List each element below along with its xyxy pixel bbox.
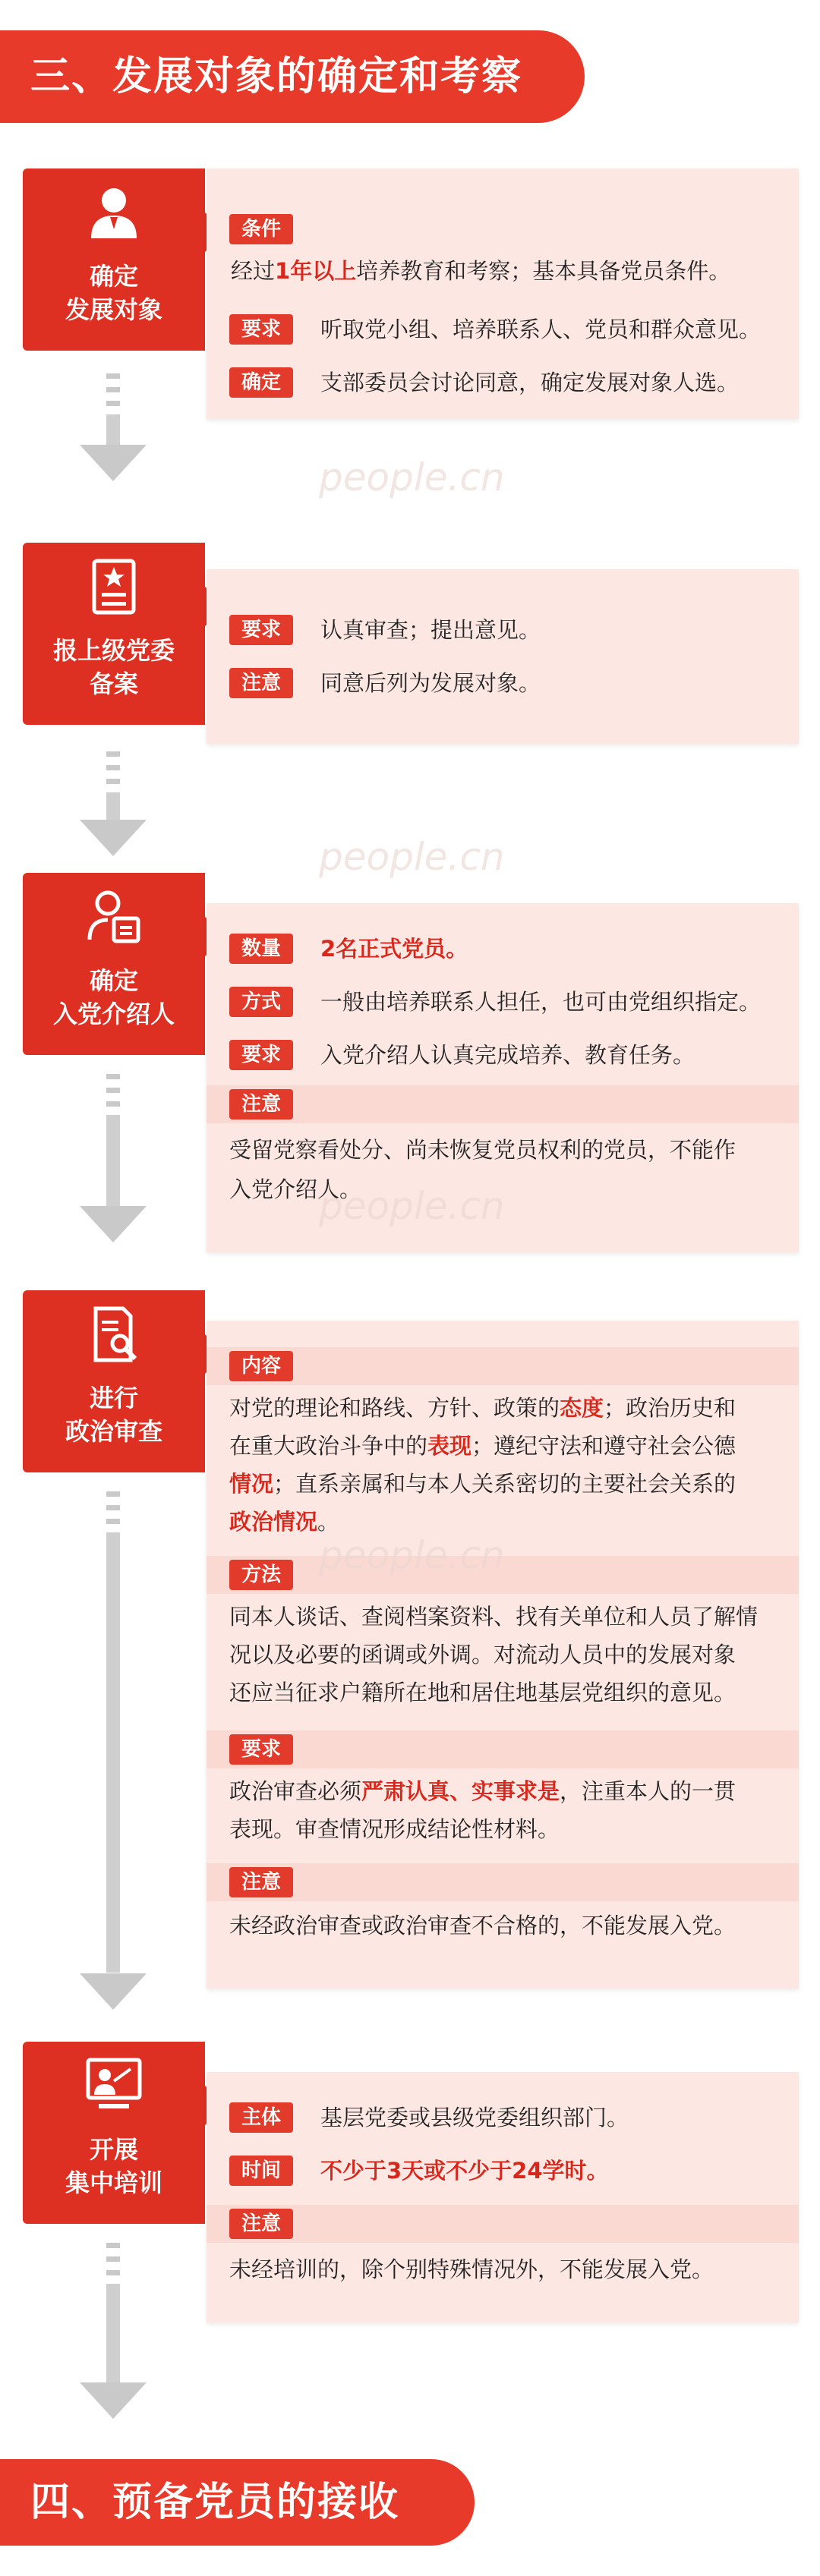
- tag-requirement: 要求: [229, 314, 293, 345]
- requirement-text: 听取党小组、培养联系人、党员和群众意见。: [320, 316, 762, 342]
- requirement-line2: 表现。审查情况形成结论性材料。: [229, 1816, 560, 1842]
- watermark: people.cn: [319, 1184, 505, 1228]
- note-text: 未经培训的，除个别特殊情况外，不能发展入党。: [229, 2256, 714, 2282]
- step-label-line2: 集中培训: [65, 2168, 162, 2197]
- step-report-upper: [23, 543, 205, 725]
- section-header-3: 三、发展对象的确定和考察: [0, 30, 585, 123]
- requirement-text: 入党介绍人认真完成培养、教育任务。: [320, 1042, 695, 1068]
- confirm-text: 支部委员会讨论同意，确定发展对象人选。: [320, 370, 740, 395]
- step-label-line1: 确定: [89, 966, 138, 995]
- person-icon: [84, 182, 144, 243]
- method-line1: 同本人谈话、查阅档案资料、找有关单位和人员了解情: [229, 1604, 758, 1630]
- step-panel-4: [207, 1321, 799, 1989]
- quantity-text: 2名正式党员。: [320, 936, 468, 962]
- tag-condition: 条件: [229, 214, 293, 244]
- time-text: 不少于3天或不少于24学时。: [320, 2158, 609, 2184]
- step-label-line2: 发展对象: [65, 295, 162, 324]
- step-confirm-introducer: [23, 873, 205, 1055]
- tag-note: 注意: [229, 1089, 293, 1120]
- tag-requirement: 要求: [229, 1734, 293, 1765]
- step-label-line1: 开展: [89, 2135, 138, 2164]
- content-line4: 政治情况。: [229, 1509, 340, 1535]
- step-panel-1: [207, 168, 799, 419]
- watermark: people.cn: [319, 835, 505, 879]
- tag-content: 内容: [229, 1351, 293, 1381]
- step-label-line1: 报上级党委: [52, 636, 175, 665]
- tag-requirement: 要求: [229, 1040, 293, 1070]
- requirement-text: 认真审查；提出意见。: [320, 617, 541, 643]
- step-panel-2: [207, 569, 799, 744]
- step-label-line2: 入党介绍人: [52, 1000, 175, 1028]
- method-line3: 还应当征求户籍所在地和居住地基层党组织的意见。: [229, 1680, 736, 1705]
- step-label-line2: 政治审查: [65, 1417, 162, 1446]
- subject-text: 基层党委或县级党委组织部门。: [320, 2105, 629, 2130]
- method-line2: 况以及必要的函调或外调。对流动人员中的发展对象: [229, 1642, 736, 1667]
- tag-confirm: 确定: [229, 367, 293, 398]
- note-text: 未经政治审查或政治审查不合格的，不能发展入党。: [229, 1913, 736, 1938]
- method-text: 一般由培养联系人担任，也可由党组织指定。: [320, 989, 762, 1015]
- note-text-line1: 受留党察看处分、尚未恢复党员权利的党员，不能作: [229, 1137, 736, 1163]
- requirement-line1: 政治审查必须严肃认真、实事求是，注重本人的一贯: [229, 1778, 736, 1804]
- step-label-line1: 进行: [89, 1384, 138, 1412]
- step-panel-5: [207, 2072, 799, 2322]
- document-star-icon: [84, 556, 144, 617]
- watermark: people.cn: [319, 1533, 505, 1577]
- note-text-line2: 入党介绍人。: [229, 1176, 362, 1202]
- step-label-line1: 确定: [89, 262, 138, 291]
- step-label-line2: 备案: [89, 669, 138, 698]
- watermark: people.cn: [319, 455, 505, 499]
- condition-text: 经过1年以上培养教育和考察；基本具备党员条件。: [231, 258, 731, 284]
- tag-note: 注意: [229, 2209, 293, 2239]
- step-training: [23, 2042, 205, 2224]
- section-header-4: 四、预备党员的接收: [0, 2459, 475, 2546]
- tag-method: 方式: [229, 987, 293, 1017]
- tag-requirement: 要求: [229, 615, 293, 645]
- content-line1: 对党的理论和路线、方针、政策的态度；政治历史和: [229, 1395, 736, 1421]
- tag-quantity: 数量: [229, 934, 293, 964]
- step-confirm-candidate: [23, 168, 205, 351]
- training-icon: [84, 2055, 144, 2116]
- tag-note: 注意: [229, 1867, 293, 1897]
- tag-method: 方法: [229, 1560, 293, 1590]
- tag-note: 注意: [229, 668, 293, 698]
- document-search-icon: [84, 1304, 144, 1365]
- content-line3: 情况；直系亲属和与本人关系密切的主要社会关系的: [229, 1471, 736, 1497]
- step-political-review: [23, 1290, 205, 1472]
- tag-subject: 主体: [229, 2102, 293, 2133]
- content-line2: 在重大政治斗争中的表现；遵纪守法和遵守社会公德: [229, 1433, 736, 1459]
- note-text: 同意后列为发展对象。: [320, 670, 541, 696]
- person-card-icon: [84, 886, 144, 947]
- tag-time: 时间: [229, 2156, 293, 2186]
